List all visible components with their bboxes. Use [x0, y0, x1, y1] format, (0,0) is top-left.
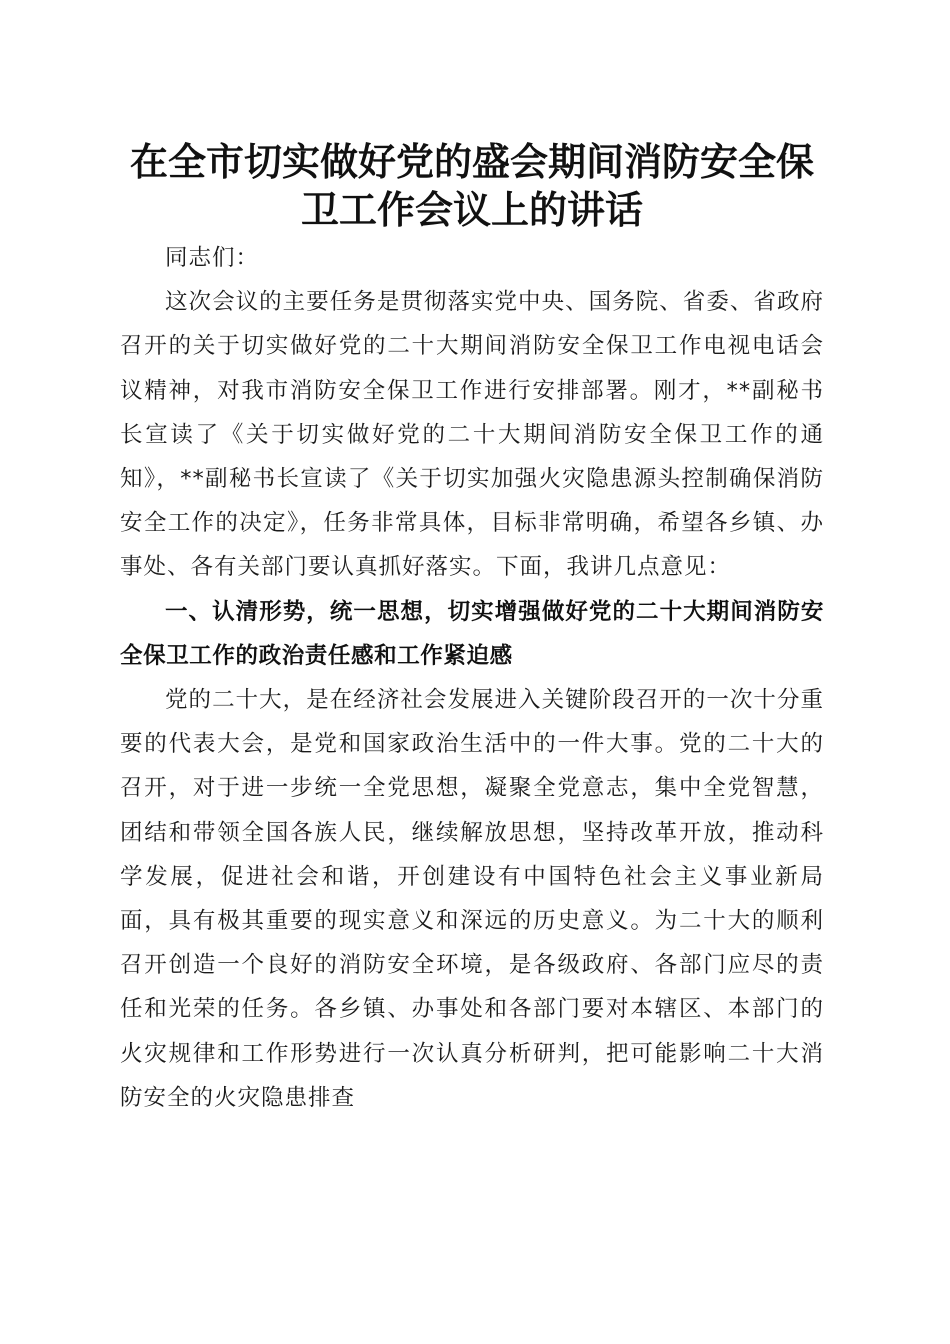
section-1-paragraph: 党的二十大，是在经济社会发展进入关键阶段召开的一次十分重要的代表大会，是党和国家政治生活中的一件大事。党的二十大的召开，对于进一步统一全党思想，凝聚全党意志，集中全党智慧，团结和带领全国各族人民，继续解放思想，坚持改革开放，推动科学发展，促进社会和谐，开创建设有中国特色社会主义事业新局面，具有极其重要的现实意义和深远的历史意义。为二十大的顺利召开创造一个良好的消防安全环境，是各级政府、各部门应尽的责任和光荣的任务。各乡镇、办事处和各部门要对本辖区、本部门的火灾规律和工作形势进行一次认真分析研判，把可能影响二十大消防安全的火灾隐患排查 — [120, 687, 824, 1111]
document-title: 在全市切实做好党的盛会期间消防安全保卫工作会议上的讲话 — [129, 139, 814, 232]
section-heading-1: 一、认清形势，统一思想，切实增强做好党的二十大期间消防安全保卫工作的政治责任感和工作紧迫感 — [120, 598, 824, 669]
document-body — [120, 138, 824, 1120]
salutation: 同志们： — [165, 245, 260, 271]
intro-paragraph: 这次会议的主要任务是贯彻落实党中央、国务院、省委、省政府召开的关于切实做好党的二十大期间消防安全保卫工作电视电话会议精神，对我市消防安全保卫工作进行安排部署。刚才，**副秘书长宣读了《关于切实做好党的二十大期间消防安全保卫工作的通知》，**副秘书长宣读了《关于切实加强火灾隐患源头控制确保消防安全工作的决定》，任务非常具体，目标非常明确，希望各乡镇、办事处、各有关部门要认真抓好落实。下面，我讲几点意见： — [120, 289, 824, 581]
